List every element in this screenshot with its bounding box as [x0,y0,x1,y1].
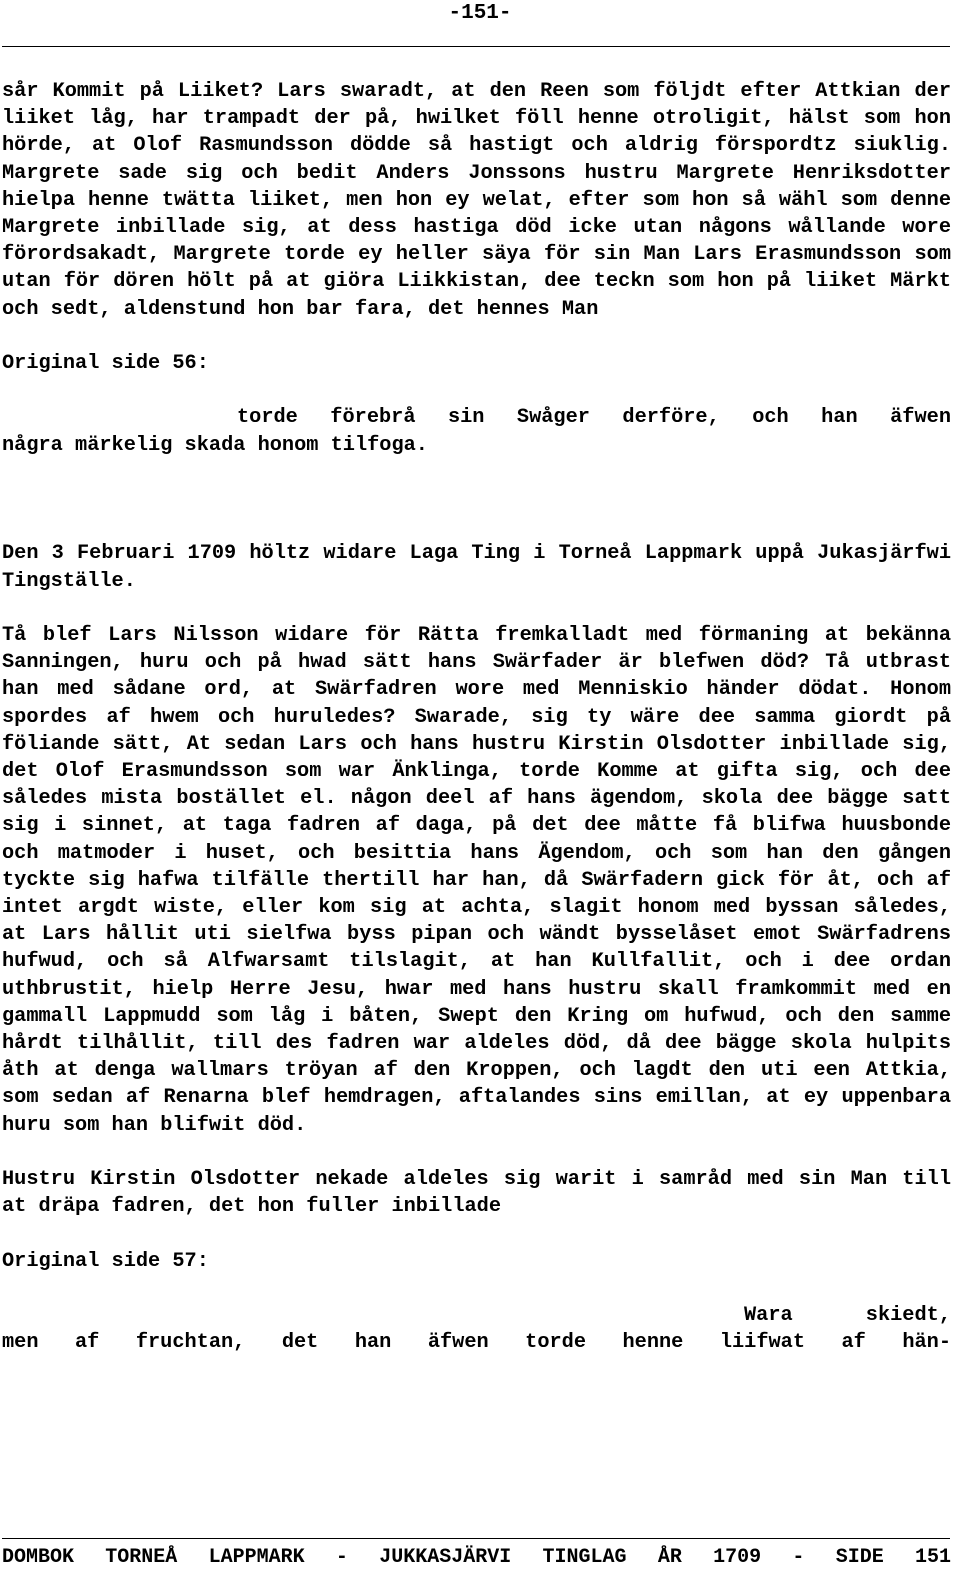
document-body [2,78,951,1356]
paragraph-2-line-1: torde förebrå sin Swåger derföre, och han äfwen [237,406,951,430]
paragraph-6 [2,1302,951,1356]
paragraph-2-line-2: några märkelig skada honom tilfoga. [2,433,428,457]
bottom-rule [2,1538,950,1539]
top-rule [2,46,950,47]
paragraph-3: Den 3 Februari 1709 höltz widare Laga Ting i Torneå Lappmark uppå Jukasjärfwi Tingställe. [2,542,951,593]
paragraph-6-line-1: Wara skiedt, [744,1304,951,1328]
paragraph-6-line-2: men af fruchtan, det han äfwen torde henne liifwat af hän- [2,1331,951,1355]
running-footer: DOMBOK TORNEÅ LAPPMARK - JUKKASJÄRVI TINGLAG ÅR 1709 - SIDE 151 [2,1546,951,1569]
paragraph-4: Tå blef Lars Nilsson widare för Rätta fremkalladt med förmaning at bekänna Sanningen, huru och på hwad sätt hans Swärfader är blefwen död? Tå utbrast han med sådane ord, at Swärfadren wore med Menniskio händer dödat. Honom spordes af hwem och huruledes? Swarade, sig ty wäre dee samma giordt på föliande sätt, At sedan Lars och hans hustru Kirstin Olsdotter inbillade sig, det Olof Erasmundsson som war Änklinga, torde Komme at gifta sig, och dee således mista bostället el. någon deel af hans ägendom, skola dee bägge satt sig i sinnet, at taga fadren af daga, på det dee måtte få blifwa huusbonde och matmoder i huset, och besittia hans Ägendom, och som han den gången tyckte sig hafwa tilfälle thertill har han, då Swärfadern gick för åt, och af intet argdt wiste, eller kom sig at achta, slagit honom med byssan således, at Lars hållit uti sielfwa byss pipan och wändt bysselåset emot Swärfadrens hufwud, och så Alfwarsamt tilslagit, at han Kullfallit, och i dee ordan uthbrustit, hielp Herre Jesu, hwar med hans hustru skall framkommit med en gammall Lappmudd som låg i båten, Swept den Kring om hufwud, och den samme hårdt tilhållit, till des fadren war aldeles död, då dee bägge skola hulpits åth at denga wallmars tröyan af den Kroppen, och lagdt den uti een Attkia, som sedan af Renarna blef hemdragen, aftalandes sins emillan, at ey uppenbara huru som han blifwit död. [2,624,951,1137]
original-side-57-label: Original side 57: [2,1249,209,1273]
paragraph-1: sår Kommit på Liiket? Lars swaradt, at den Reen som följdt efter Attkian der liiket låg, har trampadt der på, hwilket föll henne otroligit, hälst som hon hörde, at Olof Rasmundsson dödde så hastigt och aldrig förspordtz siuklig. Margrete sade sig och bedit Anders Jonssons hustru Margrete Henriksdotter hielpa henne twätta liiket, men hon ey welat, efter som hon så wähl som denne Margrete inbillade sig, at dess hastiga död icke utan någons wållande wore förordsakadt, Margrete torde ey heller säya för sin Man Lars Erasmundsson som utan för dören hölt på at giöra Liikkistan, dee teckn som hon på liiket Märkt och sedt, aldenstund hon bar fara, det hennes Man [2,80,951,321]
paragraph-2 [2,404,951,458]
original-side-56-label: Original side 56: [2,352,209,376]
page-number: -151- [448,2,512,25]
paragraph-5: Hustru Kirstin Olsdotter nekade aldeles sig warit i samråd med sin Man till at dräpa fadren, det hon fuller inbillade [2,1168,951,1219]
